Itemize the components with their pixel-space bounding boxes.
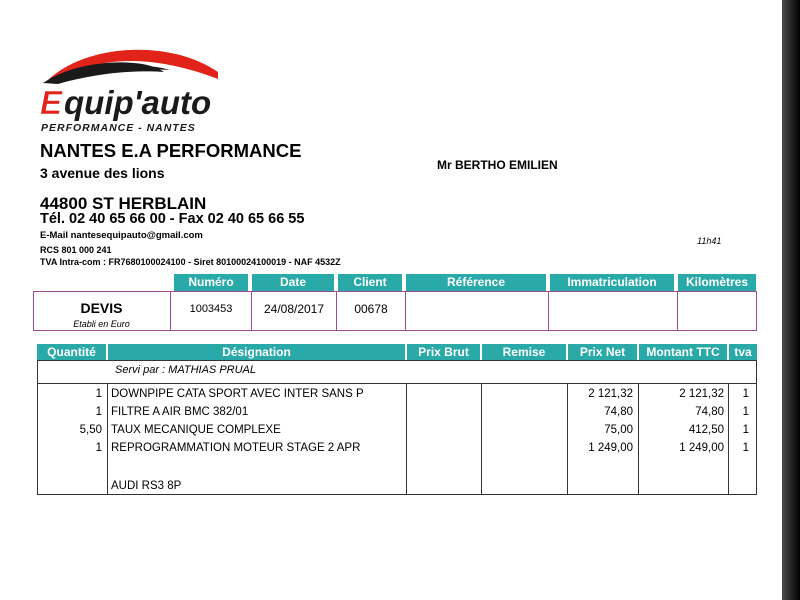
header-date: Date	[252, 274, 334, 291]
header-client: Client	[338, 274, 402, 291]
doc-client: 00678	[354, 302, 388, 316]
header-tva: tva	[729, 344, 757, 361]
currency-note: Etabli en Euro	[73, 319, 130, 329]
company-city: 44800 ST HERBLAIN	[40, 194, 207, 213]
header-prix-brut: Prix Brut	[407, 344, 480, 361]
divider	[37, 383, 757, 384]
row-4-designation: REPROGRAMMATION MOTEUR STAGE 2 APR	[111, 442, 361, 454]
divider	[548, 291, 549, 331]
header-reference: Référence	[406, 274, 546, 291]
row-4-prix-net: 1 249,00	[588, 442, 633, 454]
doc-type: DEVIS	[80, 300, 123, 316]
doc-numero: 1003453	[189, 303, 233, 315]
company-tva: TVA Intra-com : FR7680100024100 - Siret 80100024100019 - NAF 4532Z	[40, 257, 341, 267]
row-3-prix-net: 75,00	[604, 424, 633, 436]
header-designation: Désignation	[108, 344, 405, 361]
header-quantite: Quantité	[37, 344, 106, 361]
row-1-montant: 2 121,32	[679, 388, 724, 400]
row-4-montant: 1 249,00	[679, 442, 724, 454]
divider	[567, 383, 568, 495]
doc-date: 24/08/2017	[263, 302, 325, 316]
company-address: 3 avenue des lions	[40, 165, 165, 181]
row-3-qty: 5,50	[79, 424, 102, 436]
row-1-qty: 1	[95, 388, 102, 400]
servi-par: Servi par : MATHIAS PRUAL	[115, 364, 256, 376]
row-4-tva: 1	[742, 442, 749, 454]
header-numero: Numéro	[174, 274, 248, 291]
company-email: E-Mail nantesequipauto@gmail.com	[40, 230, 203, 241]
divider	[405, 291, 406, 331]
row-2-montant: 74,80	[695, 406, 724, 418]
header-immatriculation: Immatriculation	[550, 274, 674, 291]
client-name: Mr BERTHO EMILIEN	[437, 158, 558, 172]
svg-text:PERFORMANCE - NANTES: PERFORMANCE - NANTES	[41, 122, 196, 134]
header-kilometres: Kilomètres	[678, 274, 756, 291]
divider	[638, 383, 639, 495]
company-phone: Tél. 02 40 65 66 00 - Fax 02 40 65 66 55	[40, 211, 305, 227]
row-2-tva: 1	[742, 406, 749, 418]
row-3-designation: TAUX MECANIQUE COMPLEXE	[111, 424, 281, 436]
divider	[677, 291, 678, 331]
header-prix-net: Prix Net	[568, 344, 637, 361]
time-stamp: 11h41	[697, 236, 722, 246]
header-remise: Remise	[482, 344, 566, 361]
company-rcs: RCS 801 000 241	[40, 245, 112, 255]
row-4-qty: 1	[95, 442, 102, 454]
svg-text:E: E	[40, 84, 63, 121]
svg-text:quip'auto: quip'auto	[64, 84, 212, 121]
row-1-tva: 1	[742, 388, 749, 400]
divider	[107, 383, 108, 495]
row-2-prix-net: 74,80	[604, 406, 633, 418]
row-3-tva: 1	[742, 424, 749, 436]
divider	[728, 383, 729, 495]
vehicle-note: AUDI RS3 8P	[111, 480, 182, 492]
row-2-qty: 1	[95, 406, 102, 418]
row-1-prix-net: 2 121,32	[588, 388, 633, 400]
page-edge-shadow	[782, 0, 800, 600]
equipauto-logo	[40, 46, 225, 136]
divider	[481, 383, 482, 495]
divider	[406, 383, 407, 495]
header-montant-ttc: Montant TTC	[639, 344, 727, 361]
row-1-designation: DOWNPIPE CATA SPORT AVEC INTER SANS P	[111, 388, 364, 400]
row-2-designation: FILTRE A AIR BMC 382/01	[111, 406, 249, 418]
row-3-montant: 412,50	[688, 424, 724, 436]
company-name: NANTES E.A PERFORMANCE	[40, 140, 302, 161]
